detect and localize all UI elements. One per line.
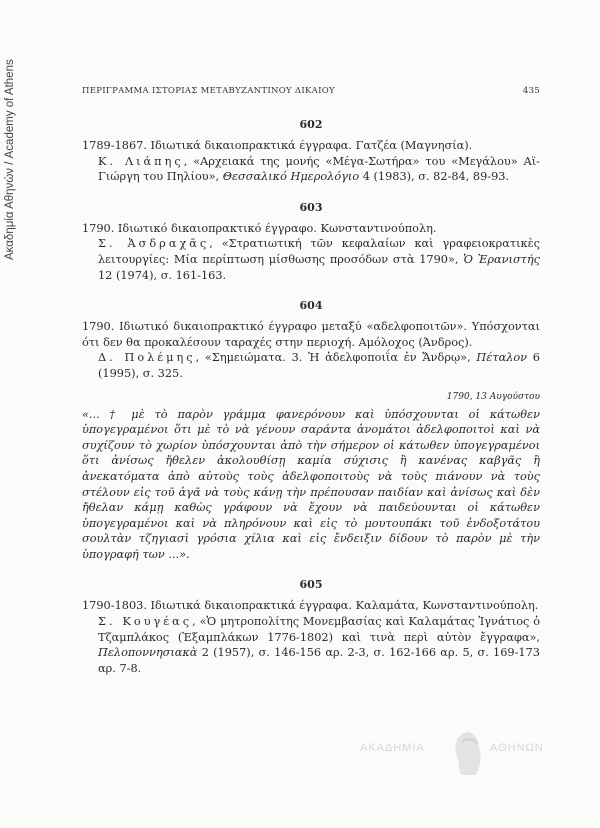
running-header <box>82 86 540 100</box>
page-content <box>82 118 540 692</box>
entry-reference <box>82 350 540 381</box>
ref-title: , «Ὁ μητροπολίτης Μονεμβασίας καὶ Καλαμάτας Ἰγνάτιος ὁ Τζαμπλάκος (Ἐξαμπλάκων 1776-1802) καὶ τινὰ περὶ αὐτὸν ἔγγραφα», <box>98 615 540 644</box>
ref-tail: 6 (1995), σ. 325. <box>98 351 540 380</box>
entry-number: 603 <box>299 200 323 214</box>
entry-reference <box>82 236 540 283</box>
athena-head-icon <box>448 728 488 778</box>
ref-journal: Ὁ Ἐρανιστής <box>463 252 540 266</box>
entry-description: 1789-1867. Ιδιωτικά δικαιοπρακτικά έγγραφα. Γατζέα (Μαγνησία). <box>82 139 473 152</box>
academy-watermark <box>360 728 560 778</box>
entry-description: 1790-1803. Ιδιωτικά δικαιοπρακτικά έγγραφα. Καλαμάτα, Κωνσταντινούπολη. <box>82 599 539 613</box>
entry-description: 1790. Ιδιωτικό δικαιοπρακτικό έγγραφο. Κωνσταντινούπολη. <box>82 221 437 235</box>
entry-number: 605 <box>299 578 323 592</box>
side-label: Ακαδημία Αθηνών / Academy of Athens <box>4 59 16 260</box>
ref-tail: 2 (1957), σ. 146-156 αρ. 2-3, σ. 162-166 αρ. 5, σ. 169-173 αρ. 7-8. <box>98 646 540 675</box>
entry-reference <box>82 614 540 676</box>
ref-title: , «Αρχειακά της μονής «Μέγα-Σωτήρα» του «Μεγάλου» Αϊ-Γιώργη του Πηλίου», <box>98 154 540 184</box>
entry-number: 602 <box>299 118 323 131</box>
ref-title: , «Στρατιωτική τῶν κεφαλαίων καὶ γραφειοκρατικὲς λειτουργίες: Μία περίπτωση μίσθωσης προσόδων στὰ 1790», <box>98 237 540 266</box>
entry-605 <box>82 578 540 676</box>
entry-number: 604 <box>299 299 323 313</box>
ref-journal: Πέταλον <box>476 351 528 365</box>
page-number: 435 <box>522 86 540 96</box>
entry-604 <box>82 299 540 562</box>
entry-description: 1790. Ιδιωτικό δικαιοπρακτικό έγγραφο μεταξύ «αδελφοποιτῶν». Υπόσχονται ότι δεν θα προκαλέσουν ταραχές στην περιοχή. Αμόλοχος (Άνδρος). <box>82 320 540 349</box>
watermark-left-text: ΑΚΑΔΗΜΙΑ <box>360 742 425 754</box>
ref-tail: 4 (1983), σ. 82-84, 89-93. <box>359 170 510 184</box>
ref-journal: Πελοποννησιακὰ <box>98 646 198 660</box>
ref-author: Δ. Πολέμης <box>98 351 196 365</box>
ref-journal: Θεσσαλικό Ημερολόγιο <box>222 170 360 184</box>
running-title: ΠΕΡΙΓΡΑΜΜΑ ΙΣΤΟΡΙΑΣ ΜΕΤΑΒΥΖΑΝΤΙΝΟΥ ΔΙΚΑΙΟΥ <box>82 86 335 96</box>
watermark-right-text: ΑΘΗΝΩΝ <box>490 742 544 754</box>
entry-reference <box>82 154 540 185</box>
ref-tail: 12 (1974), σ. 161-163. <box>98 268 227 282</box>
ref-author: Κ. Λιάπης <box>98 154 184 168</box>
ref-author: Σ. Κουγέας <box>98 615 193 629</box>
ref-author: Σ. Ἀσδραχᾶς <box>98 237 210 251</box>
ref-title: , «Σημειώματα. 3. Ἡ ἀδελφοποιΐα ἐν Ἄνδρῳ», <box>195 351 477 365</box>
entry-602 <box>82 118 540 185</box>
entry-603 <box>82 201 540 283</box>
document-date: 1790, 13 Αυγούστου <box>446 391 540 402</box>
document-quote: «... † μὲ τὸ παρὸν γράμμα φανερόνουν καὶ ὑπόσχουνται οἱ κάτωθεν ὑπογεγραμένοι ὅτι μὲ τὸ νὰ γένουν σαράντα ἀνομάτοι ἀδελφοποιτοὶ καὶ νὰ συχίζουν τὸ χωρίον ὑπόσχουνται ἀπὸ τὴν σήμερον οἱ κάτωθεν ὑπογεγραμένοι ὅτι ἀνίσως ἤθελεν ἀκολουθίσῃ καμία σύχισις ἢ κανένας καβγᾶς ἢ ἀνεκατόματα ἀπὸ αὐτοὺς τοὺς ἀδελφοποιτοὺς νὰ τοὺς πιάνουν νὰ τοὺς στέλουν εἰς τοῦ ἀγᾶ νὰ τοὺς κάνῃ τὴν πρέπουσαν παιδίαν καὶ ἀνίσως καὶ δὲν ἤθελαν κάμῃ καθὼς γράφουν νὰ ἔχουν νὰ παιδεύουνται οἱ κάτωθεν ὑπογεγραμένοι καὶ νὰ πληρόνουν καὶ εἰς τὸ μουτουπάκι τοῦ ἐνδοξοτάτου σουλτὰν τζηγιασὶ γρόσια χίλια καὶ εἰς ἔνδειξιν δίδουν τὸ παρὸν μὲ τὴν ὑπογραφή των ...». <box>82 407 540 561</box>
